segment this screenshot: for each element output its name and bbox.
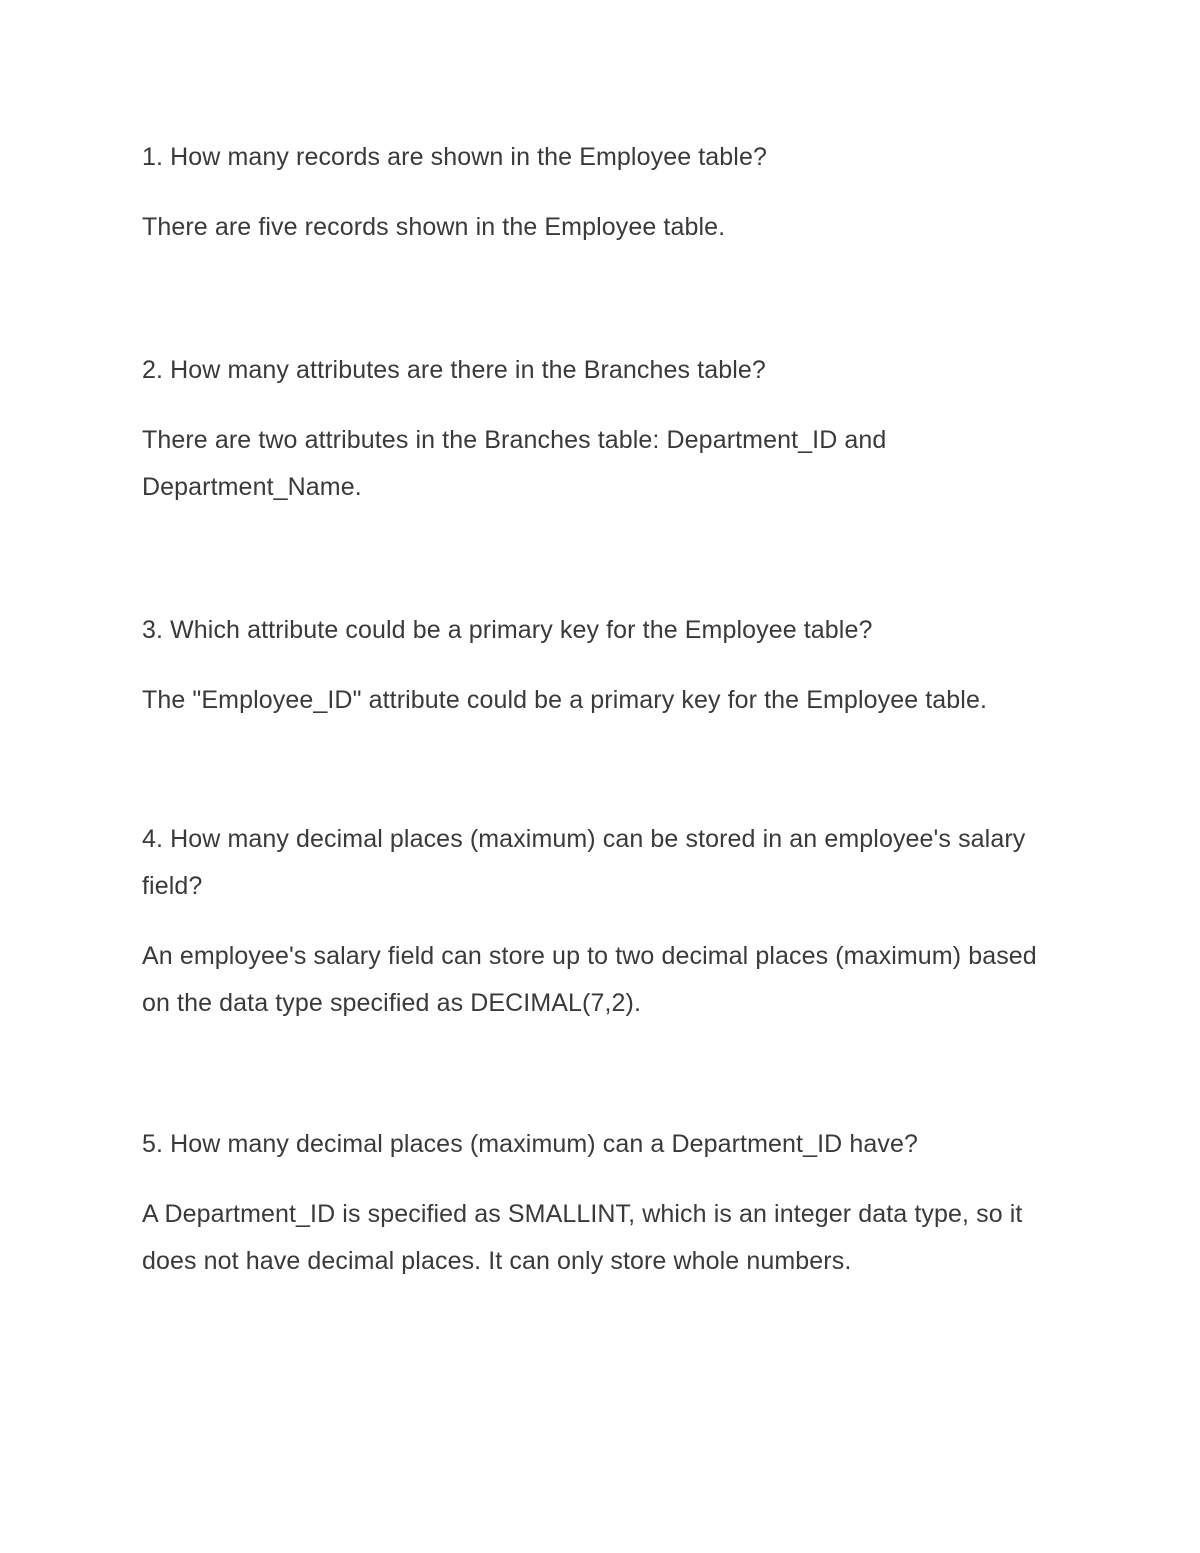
answer-3: The "Employee_ID" attribute could be a primary key for the Employee table. bbox=[142, 686, 988, 714]
question-5: 5. How many decimal places (maximum) can a Department_ID have? bbox=[142, 1130, 918, 1158]
question-1: 1. How many records are shown in the Employee table? bbox=[142, 143, 767, 171]
question-2: 2. How many attributes are there in the Branches table? bbox=[142, 356, 766, 384]
qa-item-2 bbox=[142, 347, 1062, 511]
answer-5: A Department_ID is specified as SMALLINT, which is an integer data type, so it does not have decimal places. It can only store whole numbers. bbox=[142, 1200, 1023, 1275]
question-3: 3. Which attribute could be a primary key for the Employee table? bbox=[142, 616, 873, 644]
qa-item-5 bbox=[142, 1121, 1062, 1285]
answer-4: An employee's salary field can store up to two decimal places (maximum) based on the data type specified as DECIMAL(7,2). bbox=[142, 942, 1037, 1017]
qa-item-3 bbox=[142, 607, 1062, 724]
qa-item-4 bbox=[142, 816, 1062, 1027]
qa-item-1 bbox=[142, 134, 1062, 251]
document-body bbox=[142, 134, 1062, 1381]
answer-1: There are five records shown in the Employee table. bbox=[142, 213, 726, 241]
answer-2: There are two attributes in the Branches table: Department_ID and Department_Name. bbox=[142, 426, 887, 501]
question-4: 4. How many decimal places (maximum) can be stored in an employee's salary field? bbox=[142, 825, 1026, 900]
